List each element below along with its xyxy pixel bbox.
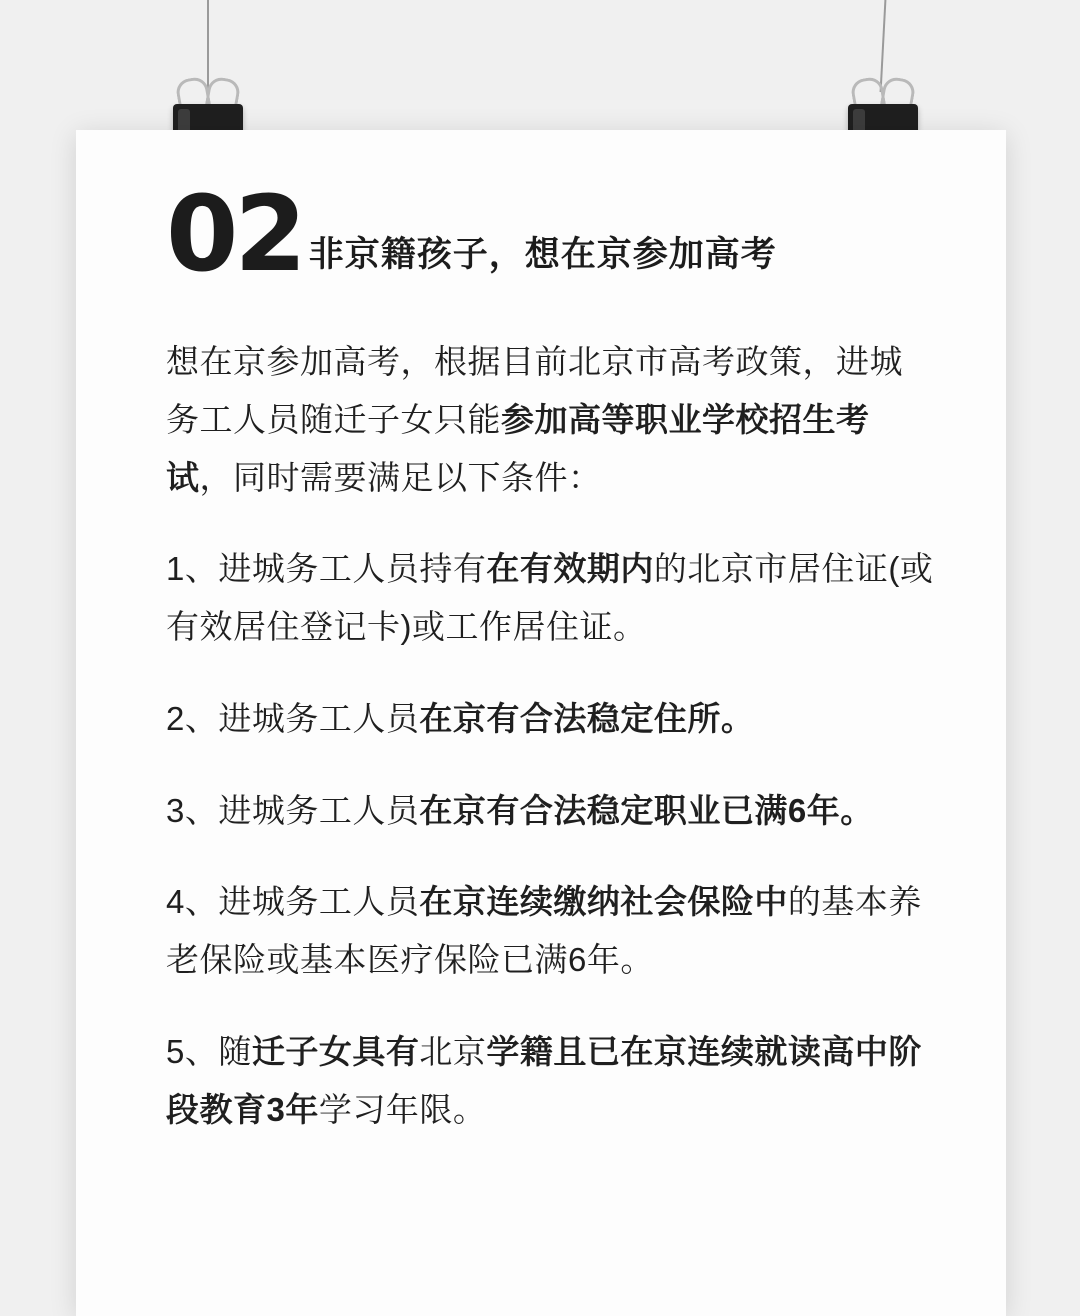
paragraph-item-2 [166,690,934,748]
section-title: 非京籍孩子，想在京参加高考 [308,235,777,274]
paragraph-item-1 [166,540,934,656]
text-run-bold: 在京连续缴纳社会保险中 [419,883,788,921]
text-run: ，同时需要满足以下条件： [199,458,602,496]
text-run: 的基本养老保险或基本医疗保险已满6年。 [166,883,922,978]
text-run-bold: 在京有合法稳定住所。 [419,699,755,737]
text-run-bold: 在京有合法稳定职业已满6年。 [419,791,874,829]
text-run: 的北京市居住证(或有效居住登记卡)或工作居住证。 [166,550,934,645]
text-run: 5、随 [166,1032,252,1070]
text-run: 3、进城务工人员 [166,791,420,829]
text-run-bold: 学籍且已在京连续就读高中阶段教育3年 [166,1032,922,1128]
document-content [76,130,1006,1138]
paragraph-item-3 [166,782,934,840]
text-run-bold: 迁子女具有 [251,1032,420,1070]
text-run: 4、进城务工人员 [166,883,420,921]
text-run: 2、进城务工人员 [166,699,420,737]
paragraph-item-4 [166,873,934,989]
text-run-bold: 在有效期内 [486,550,654,588]
text-run: 1、进城务工人员持有 [166,550,487,588]
paragraph-intro [166,333,934,506]
paragraph-list [166,333,934,1138]
text-run-bold: 参加高等职业学校招生考试 [166,400,870,496]
text-run: 学习年限。 [318,1090,487,1128]
page-title [166,173,934,295]
section-number: 02 [166,173,303,295]
text-run: 北京 [419,1032,487,1070]
text-run: 想在京参加高考，根据目前北京市高考政策，进城务工人员随迁子女只能 [166,343,903,438]
paper-sheet [76,130,1006,1316]
paragraph-item-5 [166,1023,934,1139]
